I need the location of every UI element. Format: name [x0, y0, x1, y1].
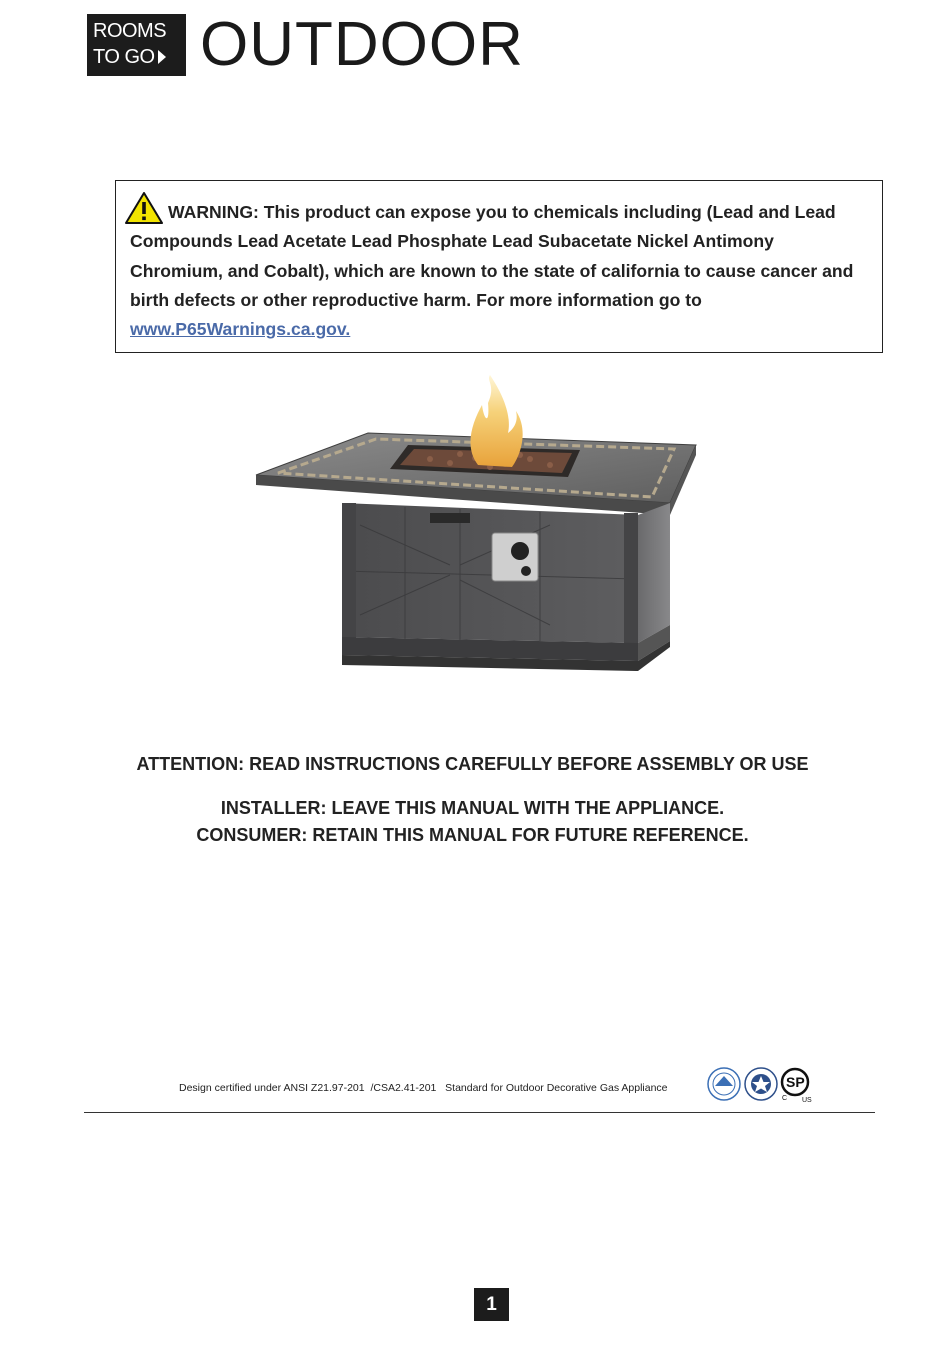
logo-box: [87, 14, 186, 76]
logo-line2: TO GO: [93, 46, 155, 68]
logo-line1: ROOMS: [93, 20, 167, 42]
certification-statement: Design certified under ANSI Z21.97-201 /CSA2.41-201 Standard for Outdoor Decorative Gas Appliance: [179, 1082, 668, 1094]
prop65-warning-box: [115, 180, 883, 353]
certification-logos: [706, 1064, 818, 1104]
consumer-notice: CONSUMER: RETAIN THIS MANUAL FOR FUTURE REFERENCE.: [196, 825, 749, 845]
csa-c-label: C: [782, 1095, 788, 1102]
brand-logo: [87, 10, 524, 79]
p65-warnings-link[interactable]: www.P65Warnings.ca.gov.: [130, 319, 351, 340]
attention-notice: ATTENTION: READ INSTRUCTIONS CAREFULLY BEFORE ASSEMBLY OR USE: [136, 754, 809, 774]
installer-consumer-notice: [0, 795, 945, 849]
page-number: 1: [474, 1288, 509, 1321]
warning-body: This product can expose you to chemicals including (Lead and Lead Compounds Lead Acetate Lead Phosphate Lead Subacetate Nickel Antimony Chromium, and Cobalt), which are known to the state of california to cause cancer and birth defects or other reproductive harm. For more information go to: [130, 202, 854, 310]
product-image: [250, 375, 700, 705]
logo-wordmark: OUTDOOR: [200, 10, 524, 79]
warning-paragraph: [130, 191, 868, 344]
csa-us-label: US: [802, 1097, 812, 1104]
warning-triangle-icon: [124, 191, 164, 225]
footer-divider: [84, 1112, 875, 1113]
play-arrow-icon: [158, 50, 166, 64]
star-certified-seal-icon: [745, 1068, 777, 1100]
design-certified-seal-icon: [708, 1068, 740, 1100]
warning-label: WARNING:: [168, 202, 259, 222]
csa-mark-icon: [782, 1069, 808, 1095]
svg-text:SP: SP: [786, 1074, 805, 1090]
installer-notice: INSTALLER: LEAVE THIS MANUAL WITH THE APPLIANCE.: [220, 798, 725, 818]
